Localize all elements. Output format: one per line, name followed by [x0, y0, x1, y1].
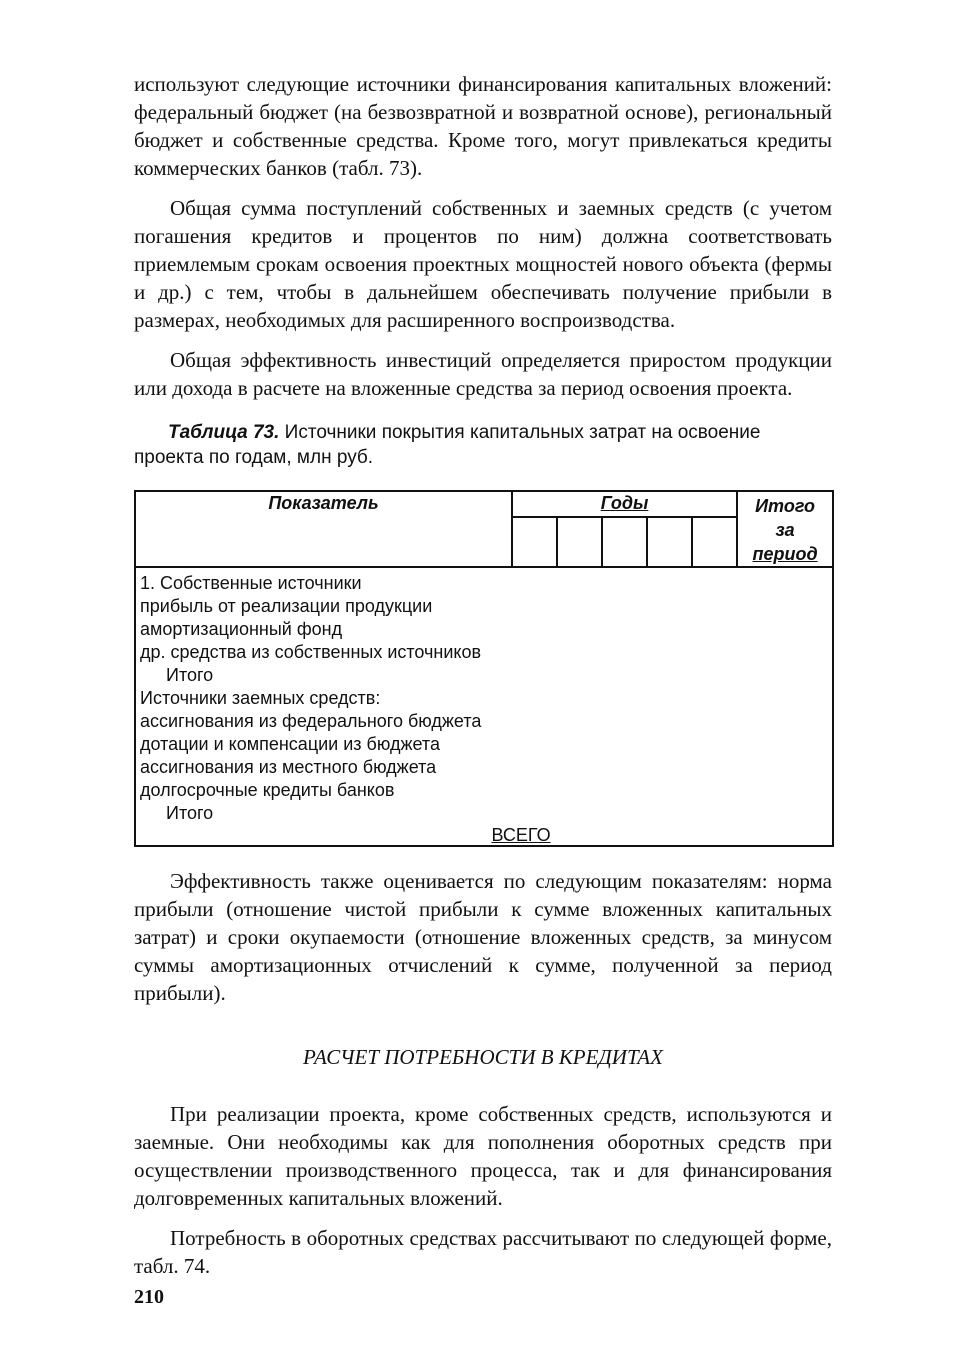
grand-total: ВСЕГО	[491, 825, 551, 845]
paragraph-6: Потребность в оборотных средствах рассчитывают по следующей форме, табл. 74.	[134, 1226, 832, 1278]
table-caption-label: Таблица 73.	[168, 422, 280, 443]
paragraph-4: Эффективность также оценивается по следующим показателям: норма прибыли (отношение чистой прибыли к сумме вложенных капитальных затрат) и сроки окупаемости (отношение вложенных средств, за минусом суммы амортизационных отчислений к сумме, полученной за период прибыли).	[134, 869, 832, 1005]
table-row: ассигнования из федерального бюджета	[140, 711, 482, 731]
page-number: 210	[134, 1286, 164, 1308]
table-caption-text: Источники покрытия капитальных затрат на освоение проекта по годам, млн руб.	[134, 422, 761, 468]
year-cell-2	[557, 517, 602, 567]
table-row: 1. Собственные источники	[140, 573, 362, 593]
paragraph-2: Общая сумма поступлений собственных и заемных средств (с учетом погашения кредитов и процентов по ним) должна соответствовать приемлемым срокам освоения проектных мощностей нового объекта (фермы и др.) с тем, чтобы в дальнейшем обеспечивать получение прибыли в размерах, необходимых для расширенного воспроизводства.	[134, 196, 832, 332]
table-row: дотации и компенсации из бюджета	[140, 734, 440, 754]
section-heading: РАСЧЕТ ПОТРЕБНОСТИ В КРЕДИТАХ	[303, 1045, 663, 1069]
table-body	[135, 567, 833, 846]
paragraph-5: При реализации проекта, кроме собственных средств, используются и заемные. Они необходимы как для пополнения оборотных средств при осуществлении производственного процесса, так и для финансирования долговременных капитальных вложений.	[134, 1102, 832, 1210]
year-cell-3	[602, 517, 647, 567]
year-cell-1	[512, 517, 557, 567]
header-total-line-2: за	[775, 520, 795, 540]
header-years: Годы	[512, 491, 737, 517]
page-content	[134, 70, 832, 1309]
paragraph-3: Общая эффективность инвестиций определяется приростом продукции или дохода в расчете на вложенные средства за период освоения проекта.	[134, 348, 832, 400]
header-total-period	[737, 491, 833, 567]
table-row: амортизационный фонд	[140, 619, 343, 639]
table-row: прибыль от реализации продукции	[140, 596, 433, 616]
table-row: Итого	[166, 803, 214, 823]
table-row: Итого	[166, 665, 214, 685]
header-total-line-1: Итого	[755, 496, 815, 516]
header-total-line-3: период	[752, 544, 818, 564]
sources-table	[134, 490, 834, 847]
table-row: долгосрочные кредиты банков	[140, 780, 395, 800]
table-caption	[134, 420, 832, 470]
table-row: Источники заемных средств:	[140, 688, 381, 708]
header-indicator: Показатель	[135, 491, 512, 567]
paragraph-1: используют следующие источники финансирования капитальных вложений: федеральный бюджет (на безвозвратной и возвратной основе), региональный бюджет и собственные средства. Кроме того, могут привлекаться кредиты коммерческих банков (табл. 73).	[134, 72, 832, 180]
table-row: ассигнования из местного бюджета	[140, 757, 437, 777]
table-row: др. средства из собственных источников	[140, 642, 482, 662]
year-cell-5	[692, 517, 737, 567]
year-cell-4	[647, 517, 692, 567]
